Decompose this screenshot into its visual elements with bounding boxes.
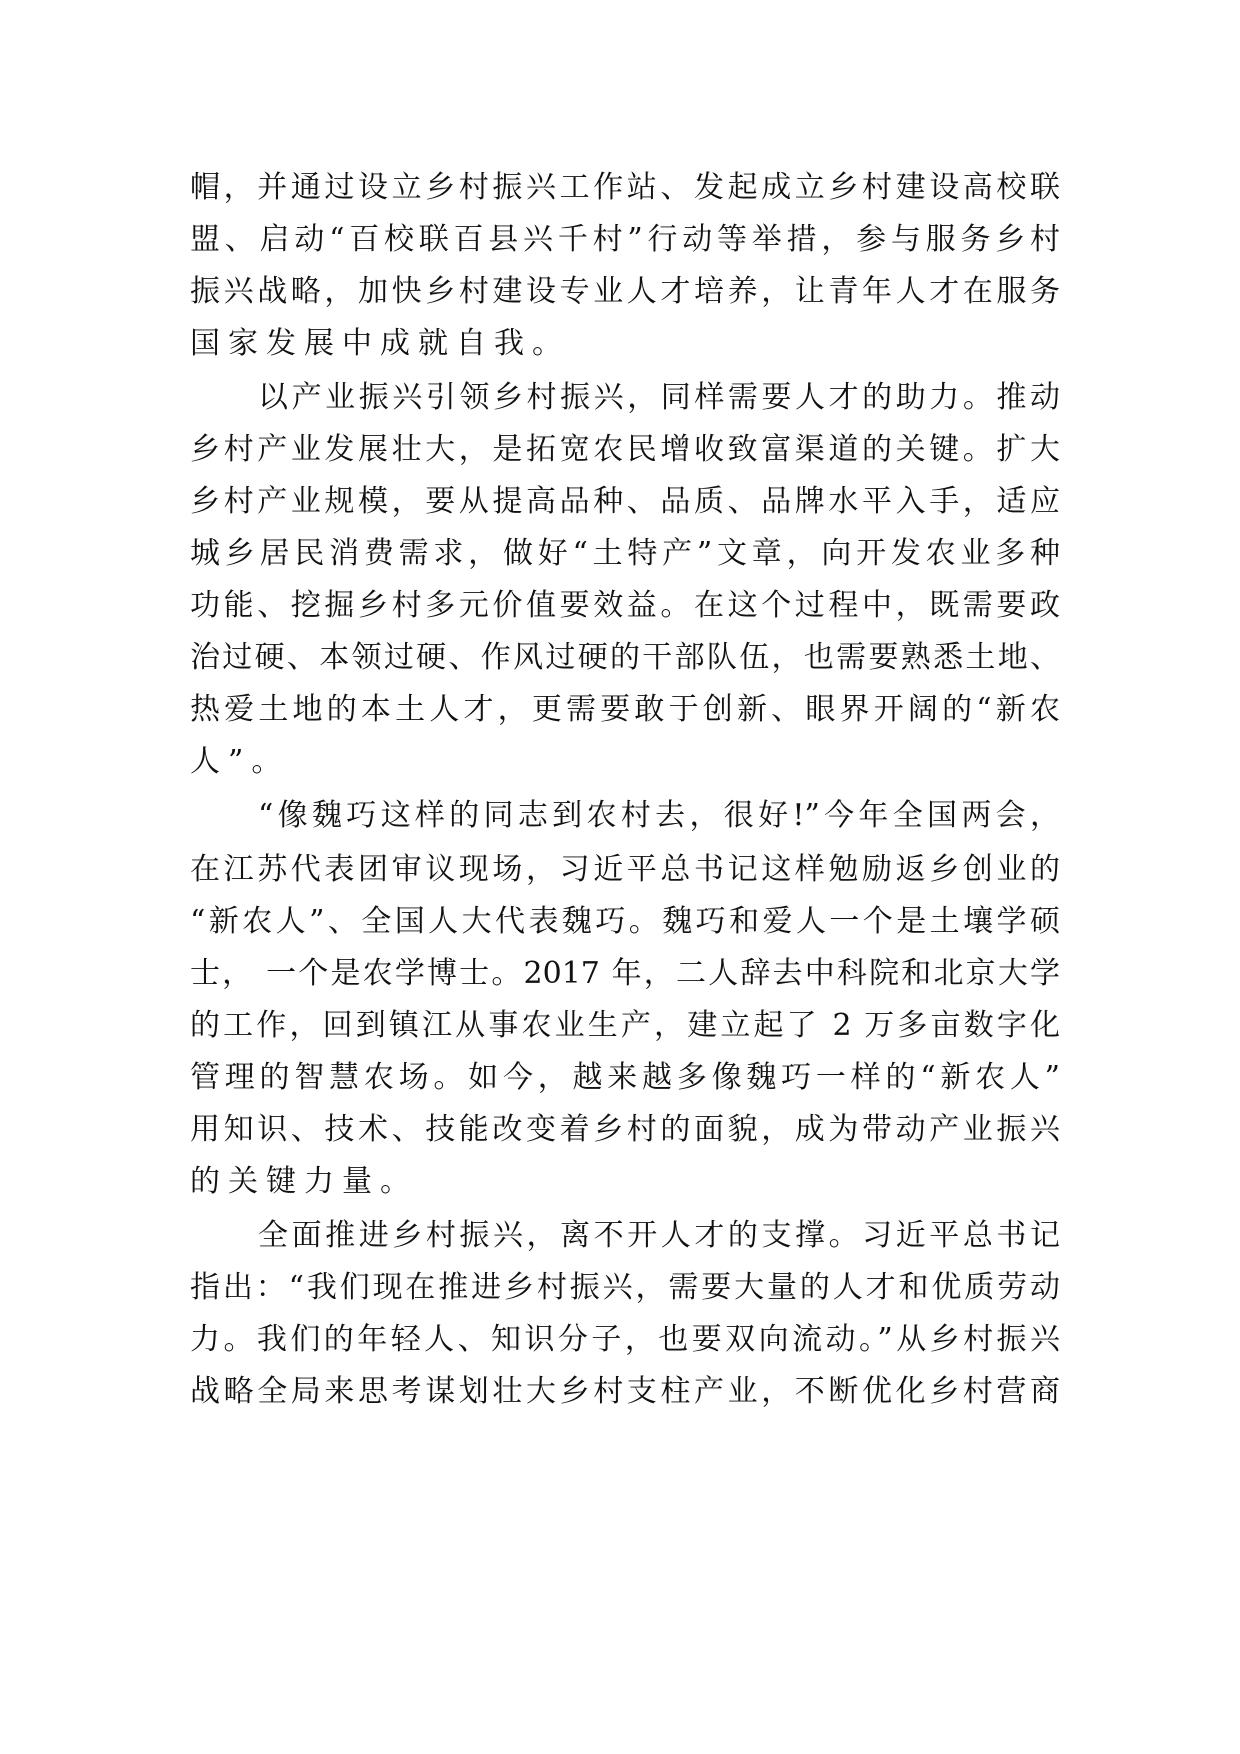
paragraph-2-line-5: 功能、挖掘乡村多元价值要效益。在这个过程中，既需要政	[190, 588, 1060, 623]
paragraph-3-line-2: 在江苏代表团审议现场，习近平总书记这样勉励返乡创业的	[190, 852, 1060, 887]
paragraph-3-line-3: “新农人”、全国人大代表魏巧。魏巧和爱人一个是土壤学硕	[190, 904, 1060, 939]
paragraph-4-line-1: 全面推进乡村振兴，离不开人才的支撑。习近平总书记	[258, 1218, 1060, 1253]
paragraph-3-line-8: 的关键力量。	[190, 1164, 418, 1199]
paragraph-1-line-1: 帽，并通过设立乡村振兴工作站、发起成立乡村建设高校联	[190, 170, 1060, 205]
paragraph-3-line-1: “像魏巧这样的同志到农村去，很好!”今年全国两会，	[258, 798, 1060, 833]
paragraph-1-line-4: 国家发展中成就自我。	[190, 326, 570, 361]
paragraph-3-line-6: 管理的智慧农场。如今，越来越多像魏巧一样的“新农人”	[190, 1060, 1060, 1095]
paragraph-2-line-4: 城乡居民消费需求，做好“土特产”文章，向开发农业多种	[190, 536, 1060, 571]
paragraph-2-line-8: 人”。	[190, 744, 290, 779]
paragraph-2-line-3: 乡村产业规模，要从提高品种、品质、品牌水平入手，适应	[190, 484, 1060, 519]
paragraph-2-line-7: 热爱土地的本土人才，更需要敢于创新、眼界开阔的“新农	[190, 692, 1060, 727]
paragraph-4-line-4: 战略全局来思考谋划壮大乡村支柱产业，不断优化乡村营商	[190, 1374, 1060, 1409]
paragraph-3-line-4: 士， 一个是农学博士。2017 年，二人辞去中科院和北京大学	[190, 956, 1060, 991]
paragraph-4-line-3: 力。我们的年轻人、知识分子，也要双向流动。”从乡村振兴	[190, 1322, 1060, 1357]
paragraph-2-line-1: 以产业振兴引领乡村振兴，同样需要人才的助力。推动	[258, 380, 1060, 415]
paragraph-1-line-2: 盟、启动“百校联百县兴千村”行动等举措，参与服务乡村	[190, 222, 1060, 257]
paragraph-4-line-2: 指出：“我们现在推进乡村振兴，需要大量的人才和优质劳动	[190, 1270, 1060, 1305]
paragraph-1-line-3: 振兴战略，加快乡村建设专业人才培养，让青年人才在服务	[190, 274, 1060, 309]
paragraph-2-line-6: 治过硬、本领过硬、作风过硬的干部队伍，也需要熟悉土地、	[190, 640, 1060, 675]
paragraph-3-line-7: 用知识、技术、技能改变着乡村的面貌，成为带动产业振兴	[190, 1112, 1060, 1147]
paragraph-3-line-5: 的工作，回到镇江从事农业生产，建立起了 2 万多亩数字化	[190, 1008, 1060, 1043]
paragraph-2-line-2: 乡村产业发展壮大，是拓宽农民增收致富渠道的关键。扩大	[190, 432, 1060, 467]
